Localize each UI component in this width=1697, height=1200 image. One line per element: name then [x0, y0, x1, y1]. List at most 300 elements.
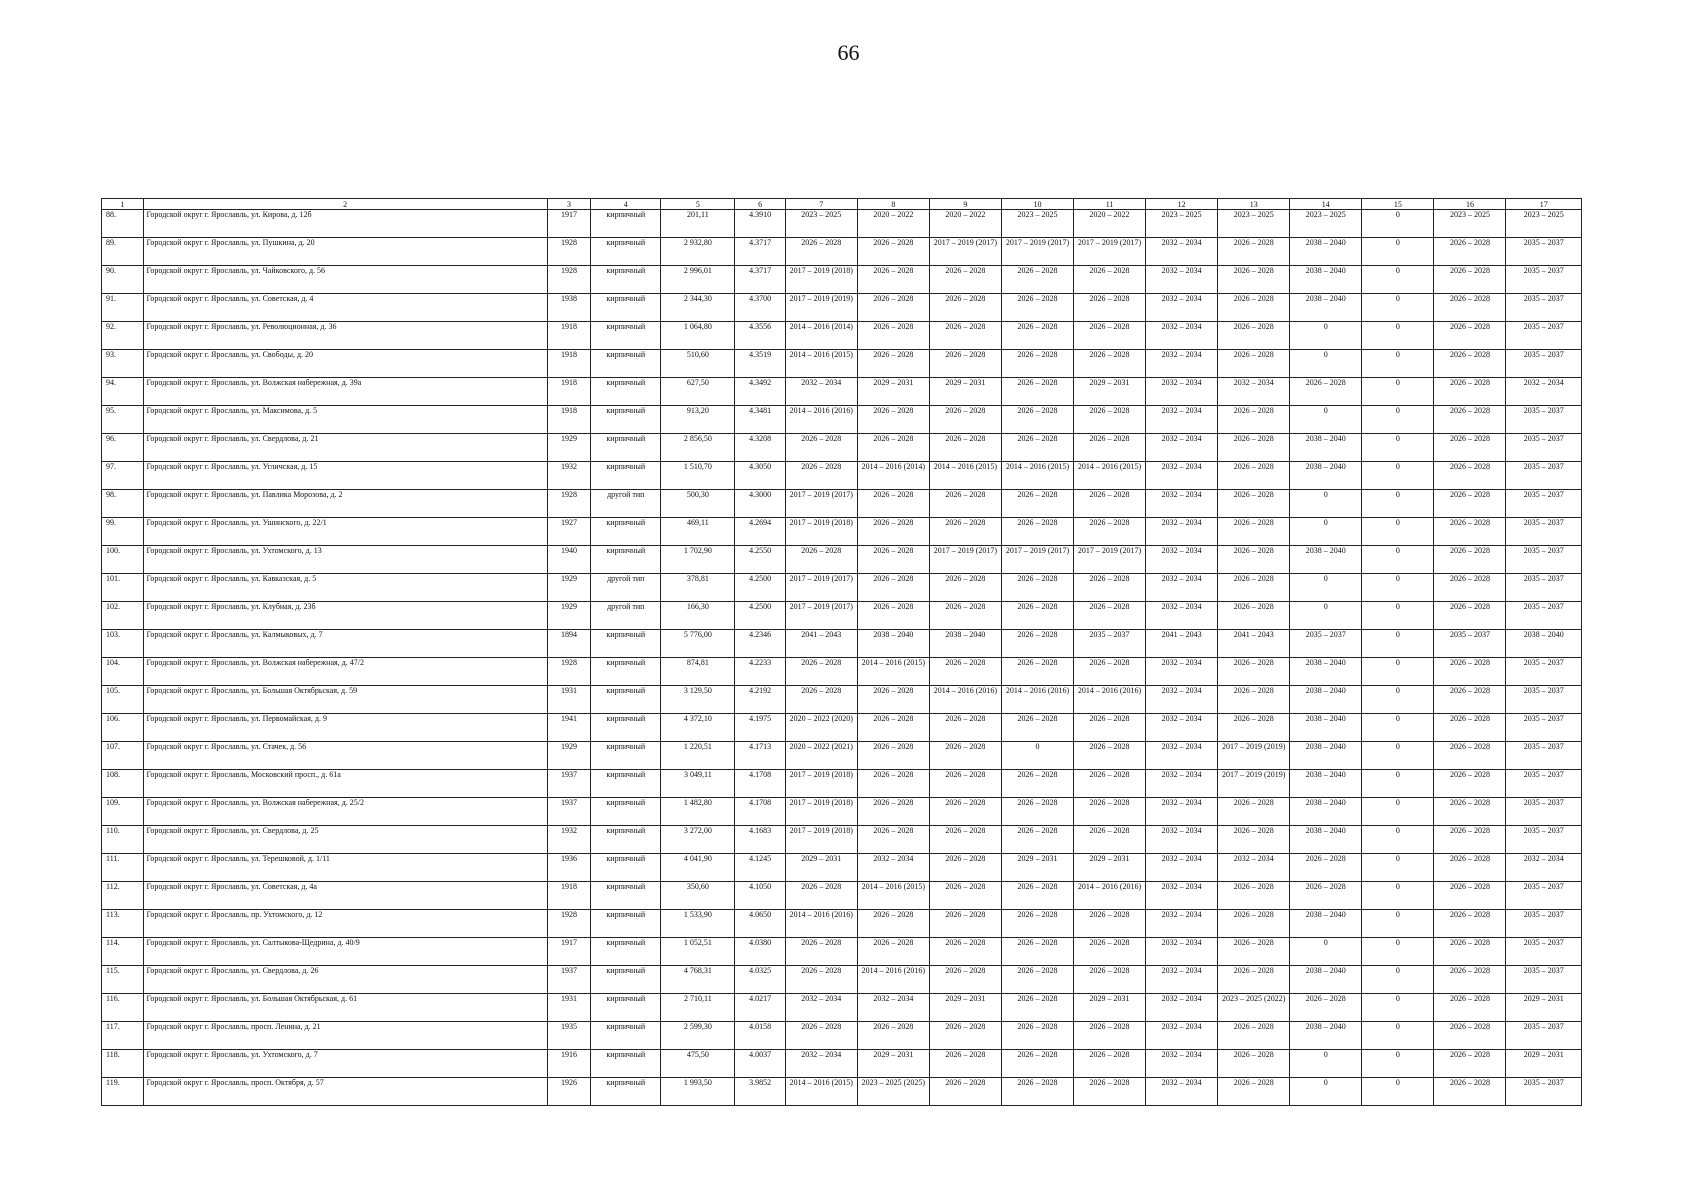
table-cell: 2026 – 2028: [1074, 798, 1146, 826]
table-cell: 2026 – 2028: [1074, 406, 1146, 434]
table-cell: 2035 – 2037: [1506, 966, 1582, 994]
row-number-cell: 110.: [102, 826, 144, 854]
table-cell: 2026 – 2028: [785, 686, 857, 714]
table-cell: 0: [1362, 602, 1434, 630]
table-cell: 1918: [547, 322, 591, 350]
table-cell: 2026 – 2028: [1218, 658, 1290, 686]
table-cell: 2026 – 2028: [857, 910, 929, 938]
table-cell: 2029 – 2031: [1506, 994, 1582, 1022]
table-cell: 1928: [547, 658, 591, 686]
table-cell: 2029 – 2031: [1506, 1050, 1582, 1078]
table-row: [102, 994, 1582, 1022]
table-cell: 2026 – 2028: [1218, 910, 1290, 938]
table-cell: 0: [1362, 490, 1434, 518]
table-cell: 2026 – 2028: [929, 518, 1001, 546]
table-cell: 2023 – 2025 (2025): [857, 1078, 929, 1106]
table-cell: 2026 – 2028: [1218, 434, 1290, 462]
table-cell: 2032 – 2034: [1146, 266, 1218, 294]
table-cell: 2026 – 2028: [929, 574, 1001, 602]
table-cell: 2026 – 2028: [857, 742, 929, 770]
table-cell: 0: [1362, 350, 1434, 378]
address-cell: Городской округ г. Ярославль, ул. Угличская, д. 15: [143, 462, 547, 490]
table-cell: 4.3717: [735, 238, 785, 266]
table-cell: 2026 – 2028: [785, 882, 857, 910]
table-cell: кирпичный: [591, 1050, 661, 1078]
table-cell: 2026 – 2028: [1434, 1050, 1506, 1078]
table-cell: 2026 – 2028: [1074, 966, 1146, 994]
table-cell: 2032 – 2034: [1146, 1050, 1218, 1078]
table-cell: 2035 – 2037: [1506, 770, 1582, 798]
table-cell: 469,11: [661, 518, 735, 546]
table-cell: 1 510,70: [661, 462, 735, 490]
table-cell: 4.1683: [735, 826, 785, 854]
table-cell: 2032 – 2034: [1146, 406, 1218, 434]
table-cell: 2026 – 2028: [929, 938, 1001, 966]
table-cell: 2032 – 2034: [1146, 518, 1218, 546]
table-cell: 4.2500: [735, 574, 785, 602]
table-cell: 2026 – 2028: [1001, 378, 1073, 406]
table-cell: 4.0158: [735, 1022, 785, 1050]
table-cell: 2035 – 2037: [1506, 434, 1582, 462]
table-cell: 1928: [547, 238, 591, 266]
table-cell: 2032 – 2034: [1146, 602, 1218, 630]
table-cell: 2026 – 2028: [929, 910, 1001, 938]
address-cell: Городской округ г. Ярославль, ул. Волжская набережная, д. 25/2: [143, 798, 547, 826]
table-cell: 2026 – 2028: [1074, 658, 1146, 686]
row-number-cell: 102.: [102, 602, 144, 630]
table-cell: 2026 – 2028: [857, 518, 929, 546]
table-cell: 2026 – 2028: [785, 546, 857, 574]
table-cell: 2026 – 2028: [1074, 742, 1146, 770]
row-number-cell: 105.: [102, 686, 144, 714]
table-cell: 2026 – 2028: [857, 350, 929, 378]
table-cell: 2029 – 2031: [1001, 854, 1073, 882]
table-cell: 2032 – 2034: [1146, 238, 1218, 266]
table-cell: 2026 – 2028: [1290, 854, 1362, 882]
table-cell: 2026 – 2028: [1434, 798, 1506, 826]
table-cell: 2026 – 2028: [857, 574, 929, 602]
table-cell: 2026 – 2028: [1434, 546, 1506, 574]
table-cell: 2026 – 2028: [857, 686, 929, 714]
table-cell: 2026 – 2028: [1001, 798, 1073, 826]
table-cell: 2026 – 2028: [929, 1022, 1001, 1050]
table-cell: 2020 – 2022 (2021): [785, 742, 857, 770]
table-cell: кирпичный: [591, 854, 661, 882]
table-cell: 2032 – 2034: [1146, 686, 1218, 714]
table-cell: 2026 – 2028: [785, 938, 857, 966]
row-number-cell: 116.: [102, 994, 144, 1022]
table-cell: 2026 – 2028: [1434, 406, 1506, 434]
table-cell: кирпичный: [591, 294, 661, 322]
table-cell: 2032 – 2034: [1146, 434, 1218, 462]
table-cell: кирпичный: [591, 1022, 661, 1050]
table-cell: 2038 – 2040: [1290, 462, 1362, 490]
table-cell: 2032 – 2034: [857, 854, 929, 882]
table-cell: 2035 – 2037: [1506, 602, 1582, 630]
table-cell: 2035 – 2037: [1506, 518, 1582, 546]
table-cell: 2026 – 2028: [1434, 490, 1506, 518]
table-cell: 2026 – 2028: [857, 798, 929, 826]
table-cell: 2032 – 2034: [1146, 938, 1218, 966]
table-cell: 2 996,01: [661, 266, 735, 294]
table-cell: 4.3208: [735, 434, 785, 462]
table-cell: 2020 – 2022: [857, 210, 929, 238]
table-cell: 2026 – 2028: [1074, 826, 1146, 854]
table-cell: 2023 – 2025: [1001, 210, 1073, 238]
table-cell: 2026 – 2028: [1218, 1022, 1290, 1050]
table-cell: 0: [1290, 938, 1362, 966]
table-cell: кирпичный: [591, 210, 661, 238]
table-cell: 2026 – 2028: [1001, 490, 1073, 518]
table-cell: 2026 – 2028: [1218, 938, 1290, 966]
table-cell: 1927: [547, 518, 591, 546]
table-cell: 0: [1362, 798, 1434, 826]
table-cell: 1929: [547, 434, 591, 462]
table-cell: 2026 – 2028: [1434, 770, 1506, 798]
table-cell: 2026 – 2028: [1218, 294, 1290, 322]
table-cell: кирпичный: [591, 714, 661, 742]
table-cell: 2032 – 2034: [1146, 854, 1218, 882]
table-cell: 1929: [547, 742, 591, 770]
table-cell: 2026 – 2028: [1074, 490, 1146, 518]
row-number-cell: 103.: [102, 630, 144, 658]
table-cell: кирпичный: [591, 826, 661, 854]
address-cell: Городской округ г. Ярославль, ул. Чайковского, д. 56: [143, 266, 547, 294]
table-cell: 2026 – 2028: [929, 770, 1001, 798]
table-cell: 1937: [547, 798, 591, 826]
row-number-cell: 104.: [102, 658, 144, 686]
table-cell: 2026 – 2028: [1001, 266, 1073, 294]
table-cell: 0: [1362, 1050, 1434, 1078]
table-cell: 0: [1362, 518, 1434, 546]
address-cell: Городской округ г. Ярославль, ул. Терешковой, д. 1/11: [143, 854, 547, 882]
table-cell: 2026 – 2028: [1218, 518, 1290, 546]
table-cell: 4.0325: [735, 966, 785, 994]
table-cell: 2035 – 2037: [1434, 630, 1506, 658]
table-row: [102, 826, 1582, 854]
table-cell: 2032 – 2034: [1146, 1022, 1218, 1050]
table-cell: 2029 – 2031: [929, 994, 1001, 1022]
table-cell: 2038 – 2040: [1290, 238, 1362, 266]
table-cell: 2029 – 2031: [1074, 378, 1146, 406]
table-cell: 0: [1362, 882, 1434, 910]
table-cell: кирпичный: [591, 378, 661, 406]
table-cell: 2026 – 2028: [1074, 1078, 1146, 1106]
table-cell: 2017 – 2019 (2018): [785, 798, 857, 826]
table-cell: 2026 – 2028: [1218, 350, 1290, 378]
table-cell: 2026 – 2028: [857, 238, 929, 266]
table-cell: 0: [1362, 574, 1434, 602]
table-cell: 0: [1362, 658, 1434, 686]
table-cell: 1 993,50: [661, 1078, 735, 1106]
table-cell: 0: [1362, 742, 1434, 770]
table-cell: 4.2192: [735, 686, 785, 714]
table-cell: 2026 – 2028: [929, 266, 1001, 294]
table-cell: 475,50: [661, 1050, 735, 1078]
table-cell: 1 702,90: [661, 546, 735, 574]
table-cell: 0: [1362, 770, 1434, 798]
table-cell: 2023 – 2025: [1434, 210, 1506, 238]
table-cell: 2026 – 2028: [1434, 938, 1506, 966]
table-cell: 2035 – 2037: [1506, 798, 1582, 826]
table-cell: 2032 – 2034: [1146, 966, 1218, 994]
table-cell: 2032 – 2034: [1506, 854, 1582, 882]
row-number-cell: 108.: [102, 770, 144, 798]
table-cell: 2038 – 2040: [1290, 266, 1362, 294]
table-cell: 2026 – 2028: [1218, 462, 1290, 490]
table-cell: 2026 – 2028: [929, 798, 1001, 826]
table-cell: 2035 – 2037: [1506, 1078, 1582, 1106]
table-cell: 2026 – 2028: [1434, 518, 1506, 546]
table-cell: 2026 – 2028: [1434, 714, 1506, 742]
table-cell: кирпичный: [591, 994, 661, 1022]
table-cell: 2026 – 2028: [1001, 938, 1073, 966]
table-cell: 2026 – 2028: [1434, 826, 1506, 854]
address-cell: Городской округ г. Ярославль, ул. Пушкина, д. 20: [143, 238, 547, 266]
table-cell: 2035 – 2037: [1506, 686, 1582, 714]
table-cell: 1917: [547, 938, 591, 966]
table-cell: 2026 – 2028: [857, 294, 929, 322]
table-cell: 2026 – 2028: [1001, 1022, 1073, 1050]
table-cell: кирпичный: [591, 266, 661, 294]
table-cell: 2026 – 2028: [929, 490, 1001, 518]
address-cell: Городской округ г. Ярославль, ул. Калмыковых, д. 7: [143, 630, 547, 658]
table-cell: 1932: [547, 462, 591, 490]
table-cell: 0: [1290, 1078, 1362, 1106]
address-cell: Городской округ г. Ярославль, ул. Кирова, д. 12б: [143, 210, 547, 238]
table-cell: 2026 – 2028: [929, 434, 1001, 462]
table-cell: 2017 – 2019 (2018): [785, 826, 857, 854]
page-number: 66: [837, 40, 860, 65]
table-cell: кирпичный: [591, 462, 661, 490]
address-cell: Городской округ г. Ярославль, ул. Клубная, д. 23б: [143, 602, 547, 630]
table-cell: 2017 – 2019 (2017): [929, 546, 1001, 574]
table-row: [102, 658, 1582, 686]
table-cell: 2 599,30: [661, 1022, 735, 1050]
table-cell: 2026 – 2028: [1218, 826, 1290, 854]
table-cell: 2038 – 2040: [1290, 798, 1362, 826]
table-cell: кирпичный: [591, 406, 661, 434]
table-cell: 1926: [547, 1078, 591, 1106]
table-cell: 2014 – 2016 (2015): [785, 1078, 857, 1106]
table-cell: 2035 – 2037: [1506, 938, 1582, 966]
row-number-cell: 112.: [102, 882, 144, 910]
table-cell: 2014 – 2016 (2014): [857, 462, 929, 490]
table-cell: 1 064,80: [661, 322, 735, 350]
table-cell: 2035 – 2037: [1506, 490, 1582, 518]
table-cell: 1940: [547, 546, 591, 574]
table-cell: кирпичный: [591, 434, 661, 462]
table-cell: 2026 – 2028: [1434, 854, 1506, 882]
column-number-cell: 15: [1362, 199, 1434, 210]
table-cell: кирпичный: [591, 798, 661, 826]
address-cell: Городской округ г. Ярославль, ул. Большая Октябрьская, д. 59: [143, 686, 547, 714]
table-cell: 2026 – 2028: [1074, 602, 1146, 630]
table-cell: 0: [1290, 1050, 1362, 1078]
table-cell: 2032 – 2034: [1146, 574, 1218, 602]
row-number-cell: 89.: [102, 238, 144, 266]
table-cell: 2017 – 2019 (2018): [785, 266, 857, 294]
table-cell: 2026 – 2028: [785, 434, 857, 462]
table-cell: 2017 – 2019 (2017): [785, 574, 857, 602]
table-cell: 2038 – 2040: [1290, 294, 1362, 322]
table-cell: 2026 – 2028: [1290, 882, 1362, 910]
table-cell: 2026 – 2028: [1434, 966, 1506, 994]
table-cell: 1928: [547, 910, 591, 938]
table-cell: кирпичный: [591, 518, 661, 546]
table-cell: 2026 – 2028: [857, 1022, 929, 1050]
row-number-cell: 114.: [102, 938, 144, 966]
table-cell: 4.3000: [735, 490, 785, 518]
table-cell: 2038 – 2040: [1290, 770, 1362, 798]
table-cell: 2026 – 2028: [1001, 406, 1073, 434]
row-number-cell: 115.: [102, 966, 144, 994]
table-cell: 2014 – 2016 (2014): [785, 322, 857, 350]
table-cell: 0: [1362, 630, 1434, 658]
table-cell: кирпичный: [591, 630, 661, 658]
table-row: [102, 630, 1582, 658]
table-cell: 4 041,90: [661, 854, 735, 882]
table-cell: 4.3519: [735, 350, 785, 378]
table-cell: 2032 – 2034: [1146, 826, 1218, 854]
table-row: [102, 294, 1582, 322]
column-number-cell: 17: [1506, 199, 1582, 210]
table-cell: 2026 – 2028: [1218, 714, 1290, 742]
table-cell: 4 768,31: [661, 966, 735, 994]
table-cell: 1918: [547, 378, 591, 406]
table-cell: 2017 – 2019 (2017): [1001, 546, 1073, 574]
table-cell: 0: [1290, 574, 1362, 602]
table-cell: 2026 – 2028: [1001, 294, 1073, 322]
table-cell: 2017 – 2019 (2017): [785, 602, 857, 630]
table-cell: 2026 – 2028: [1218, 322, 1290, 350]
table-cell: 0: [1362, 966, 1434, 994]
table-cell: 3 049,11: [661, 770, 735, 798]
table-cell: 4.0037: [735, 1050, 785, 1078]
table-row: [102, 1078, 1582, 1106]
table-cell: 2017 – 2019 (2017): [1074, 546, 1146, 574]
table-cell: 2038 – 2040: [1290, 1022, 1362, 1050]
table-cell: 2032 – 2034: [1146, 322, 1218, 350]
table-cell: 2026 – 2028: [1434, 238, 1506, 266]
table-cell: 2026 – 2028: [1218, 798, 1290, 826]
table-cell: 2035 – 2037: [1506, 350, 1582, 378]
table-cell: 2035 – 2037: [1506, 294, 1582, 322]
row-number-cell: 113.: [102, 910, 144, 938]
table-cell: 2035 – 2037: [1506, 266, 1582, 294]
address-cell: Городской округ г. Ярославль, ул. Волжская набережная, д. 47/2: [143, 658, 547, 686]
table-cell: 2026 – 2028: [785, 238, 857, 266]
table-cell: 1916: [547, 1050, 591, 1078]
table-cell: 2026 – 2028: [929, 742, 1001, 770]
table-cell: кирпичный: [591, 966, 661, 994]
table-cell: другой тип: [591, 574, 661, 602]
table-cell: 4.3556: [735, 322, 785, 350]
table-cell: 2026 – 2028: [1074, 574, 1146, 602]
table-cell: 0: [1362, 714, 1434, 742]
table-cell: 2023 – 2025: [785, 210, 857, 238]
table-cell: 0: [1362, 938, 1434, 966]
row-number-cell: 92.: [102, 322, 144, 350]
table-cell: 2032 – 2034: [1146, 1078, 1218, 1106]
table-cell: 2035 – 2037: [1506, 826, 1582, 854]
table-row: [102, 854, 1582, 882]
column-number-cell: 4: [591, 199, 661, 210]
table-cell: 2017 – 2019 (2017): [1074, 238, 1146, 266]
table-cell: 2038 – 2040: [1290, 966, 1362, 994]
table-cell: 2032 – 2034: [1146, 350, 1218, 378]
address-cell: Городской округ г. Ярославль, ул. Павлика Морозова, д. 2: [143, 490, 547, 518]
table-cell: 2038 – 2040: [1290, 434, 1362, 462]
table-cell: 2014 – 2016 (2016): [1001, 686, 1073, 714]
table-cell: кирпичный: [591, 686, 661, 714]
table-cell: 4.2233: [735, 658, 785, 686]
table-cell: 2029 – 2031: [1074, 854, 1146, 882]
table-cell: 2014 – 2016 (2015): [785, 350, 857, 378]
row-number-cell: 100.: [102, 546, 144, 574]
table-row: [102, 546, 1582, 574]
row-number-cell: 118.: [102, 1050, 144, 1078]
table-cell: 2026 – 2028: [1218, 266, 1290, 294]
table-cell: 4.0650: [735, 910, 785, 938]
table-cell: 2026 – 2028: [1074, 294, 1146, 322]
column-number-cell: 1: [102, 199, 144, 210]
table-cell: 2026 – 2028: [1001, 966, 1073, 994]
table-cell: 2026 – 2028: [929, 882, 1001, 910]
table-cell: 2035 – 2037: [1074, 630, 1146, 658]
table-cell: 2026 – 2028: [785, 966, 857, 994]
table-cell: 2026 – 2028: [1001, 882, 1073, 910]
table-row: [102, 490, 1582, 518]
table-cell: 2035 – 2037: [1506, 546, 1582, 574]
table-cell: 2014 – 2016 (2016): [857, 966, 929, 994]
table-cell: 2023 – 2025: [1290, 210, 1362, 238]
table-cell: 2026 – 2028: [1434, 574, 1506, 602]
table-row: [102, 798, 1582, 826]
table-cell: 5 776,00: [661, 630, 735, 658]
table-cell: 0: [1362, 546, 1434, 574]
table-cell: 874,81: [661, 658, 735, 686]
address-cell: Городской округ г. Ярославль, ул. Советская, д. 4: [143, 294, 547, 322]
table-cell: 2014 – 2016 (2016): [1074, 882, 1146, 910]
table-cell: 378,81: [661, 574, 735, 602]
table-cell: 2026 – 2028: [1218, 882, 1290, 910]
table-cell: 2032 – 2034: [857, 994, 929, 1022]
table-cell: 0: [1362, 686, 1434, 714]
table-cell: 2026 – 2028: [1434, 378, 1506, 406]
table-row: [102, 882, 1582, 910]
table-cell: 0: [1362, 238, 1434, 266]
table-cell: 2032 – 2034: [1146, 546, 1218, 574]
table-cell: 2014 – 2016 (2016): [785, 910, 857, 938]
row-number-cell: 101.: [102, 574, 144, 602]
table-cell: 2026 – 2028: [1001, 910, 1073, 938]
column-number-cell: 13: [1218, 199, 1290, 210]
table-cell: 2035 – 2037: [1506, 462, 1582, 490]
table-cell: 2014 – 2016 (2015): [929, 462, 1001, 490]
table-cell: 2032 – 2034: [1146, 658, 1218, 686]
table-cell: 2026 – 2028: [1074, 266, 1146, 294]
table-cell: 2026 – 2028: [1218, 574, 1290, 602]
column-number-cell: 12: [1146, 199, 1218, 210]
table-cell: 0: [1362, 854, 1434, 882]
table-cell: 4.1708: [735, 770, 785, 798]
table-cell: 2038 – 2040: [1290, 546, 1362, 574]
table-cell: 2026 – 2028: [1290, 378, 1362, 406]
table-cell: 2026 – 2028: [1001, 1050, 1073, 1078]
table-cell: 2026 – 2028: [1434, 1078, 1506, 1106]
table-cell: 2 710,11: [661, 994, 735, 1022]
